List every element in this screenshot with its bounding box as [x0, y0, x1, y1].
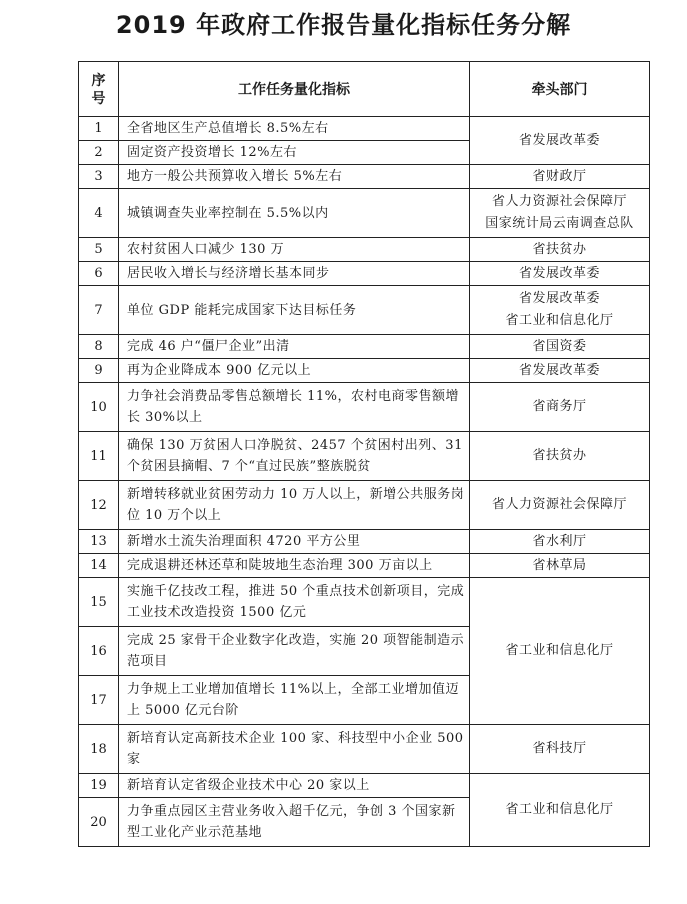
row-dept-line1: 省发展改革委 [518, 291, 600, 306]
row-no: 13 [79, 530, 119, 554]
row-task: 新培育认定高新技术企业 100 家、科技型中小企业 500 家 [119, 725, 470, 774]
row-no: 20 [79, 798, 119, 847]
row-no: 7 [79, 286, 119, 335]
row-dept [470, 189, 650, 238]
row-task: 新培育认定省级企业技术中心 20 家以上 [119, 774, 470, 798]
table-row [79, 774, 650, 798]
row-no: 16 [79, 627, 119, 676]
header-dept: 牵头部门 [470, 62, 650, 117]
row-no: 10 [79, 383, 119, 432]
row-dept: 省人力资源社会保障厅 [470, 481, 650, 530]
row-task: 新增水土流失治理面积 4720 平方公里 [119, 530, 470, 554]
row-task: 单位 GDP 能耗完成国家下达目标任务 [119, 286, 470, 335]
row-dept: 省扶贫办 [470, 238, 650, 262]
row-no: 19 [79, 774, 119, 798]
table-row [79, 432, 650, 481]
row-no: 3 [79, 165, 119, 189]
row-task: 全省地区生产总值增长 8.5%左右 [119, 117, 470, 141]
row-dept-line1: 省人力资源社会保障厅 [491, 194, 627, 209]
row-dept: 省水利厅 [470, 530, 650, 554]
table-row [79, 554, 650, 578]
row-task: 力争重点园区主营业务收入超千亿元，争创 3 个国家新型工业化产业示范基地 [119, 798, 470, 847]
row-no: 12 [79, 481, 119, 530]
table-row [79, 262, 650, 286]
row-no: 18 [79, 725, 119, 774]
table-row [79, 578, 650, 627]
row-task: 再为企业降成本 900 亿元以上 [119, 359, 470, 383]
row-no: 11 [79, 432, 119, 481]
row-dept: 省林草局 [470, 554, 650, 578]
row-task: 新增转移就业贫困劳动力 10 万人以上，新增公共服务岗位 10 万个以上 [119, 481, 470, 530]
header-no-line1: 序 [91, 73, 106, 89]
row-task: 地方一般公共预算收入增长 5%左右 [119, 165, 470, 189]
row-task: 完成 46 户“僵尸企业”出清 [119, 335, 470, 359]
row-no: 4 [79, 189, 119, 238]
row-dept: 省发展改革委 [470, 359, 650, 383]
row-no: 8 [79, 335, 119, 359]
table-row [79, 359, 650, 383]
table-row [79, 117, 650, 141]
row-no: 14 [79, 554, 119, 578]
table-header-row [79, 62, 650, 117]
row-no: 1 [79, 117, 119, 141]
table-row [79, 530, 650, 554]
row-dept: 省国资委 [470, 335, 650, 359]
table-row [79, 189, 650, 238]
row-no: 9 [79, 359, 119, 383]
row-dept-line2: 省工业和信息化厅 [505, 313, 614, 328]
row-dept-line2: 国家统计局云南调查总队 [485, 216, 634, 231]
row-task: 实施千亿技改工程，推进 50 个重点技术创新项目，完成工业技术改造投资 1500 亿元 [119, 578, 470, 627]
row-task: 固定资产投资增长 12%左右 [119, 141, 470, 165]
row-no: 6 [79, 262, 119, 286]
row-dept: 省商务厅 [470, 383, 650, 432]
row-dept [470, 286, 650, 335]
row-task: 农村贫困人口减少 130 万 [119, 238, 470, 262]
row-task: 居民收入增长与经济增长基本同步 [119, 262, 470, 286]
table-row [79, 725, 650, 774]
table-row [79, 238, 650, 262]
table-row [79, 286, 650, 335]
page-title: 2019 年政府工作报告量化指标任务分解 [115, 11, 572, 39]
table-row [79, 481, 650, 530]
row-dept: 省发展改革委 [470, 262, 650, 286]
table-row [79, 383, 650, 432]
table-row [79, 335, 650, 359]
row-dept: 省科技厅 [470, 725, 650, 774]
header-no [79, 62, 119, 117]
row-no: 5 [79, 238, 119, 262]
header-no-line2: 号 [91, 91, 106, 107]
row-dept: 省工业和信息化厅 [470, 774, 650, 847]
row-task: 力争社会消费品零售总额增长 11%，农村电商零售额增长 30%以上 [119, 383, 470, 432]
row-dept: 省扶贫办 [470, 432, 650, 481]
row-no: 17 [79, 676, 119, 725]
task-table [78, 61, 650, 847]
row-no: 15 [79, 578, 119, 627]
row-task: 城镇调查失业率控制在 5.5%以内 [119, 189, 470, 238]
row-dept: 省发展改革委 [470, 117, 650, 165]
header-task: 工作任务量化指标 [119, 62, 470, 117]
row-task: 完成 25 家骨干企业数字化改造，实施 20 项智能制造示范项目 [119, 627, 470, 676]
row-dept: 省工业和信息化厅 [470, 578, 650, 725]
table-row [79, 165, 650, 189]
row-no: 2 [79, 141, 119, 165]
row-task: 力争规上工业增加值增长 11%以上，全部工业增加值迈上 5000 亿元台阶 [119, 676, 470, 725]
row-dept: 省财政厅 [470, 165, 650, 189]
row-task: 确保 130 万贫困人口净脱贫、2457 个贫困村出列、31 个贫困县摘帽、7 个“直过民族”整族脱贫 [119, 432, 470, 481]
row-task: 完成退耕还林还草和陡坡地生态治理 300 万亩以上 [119, 554, 470, 578]
